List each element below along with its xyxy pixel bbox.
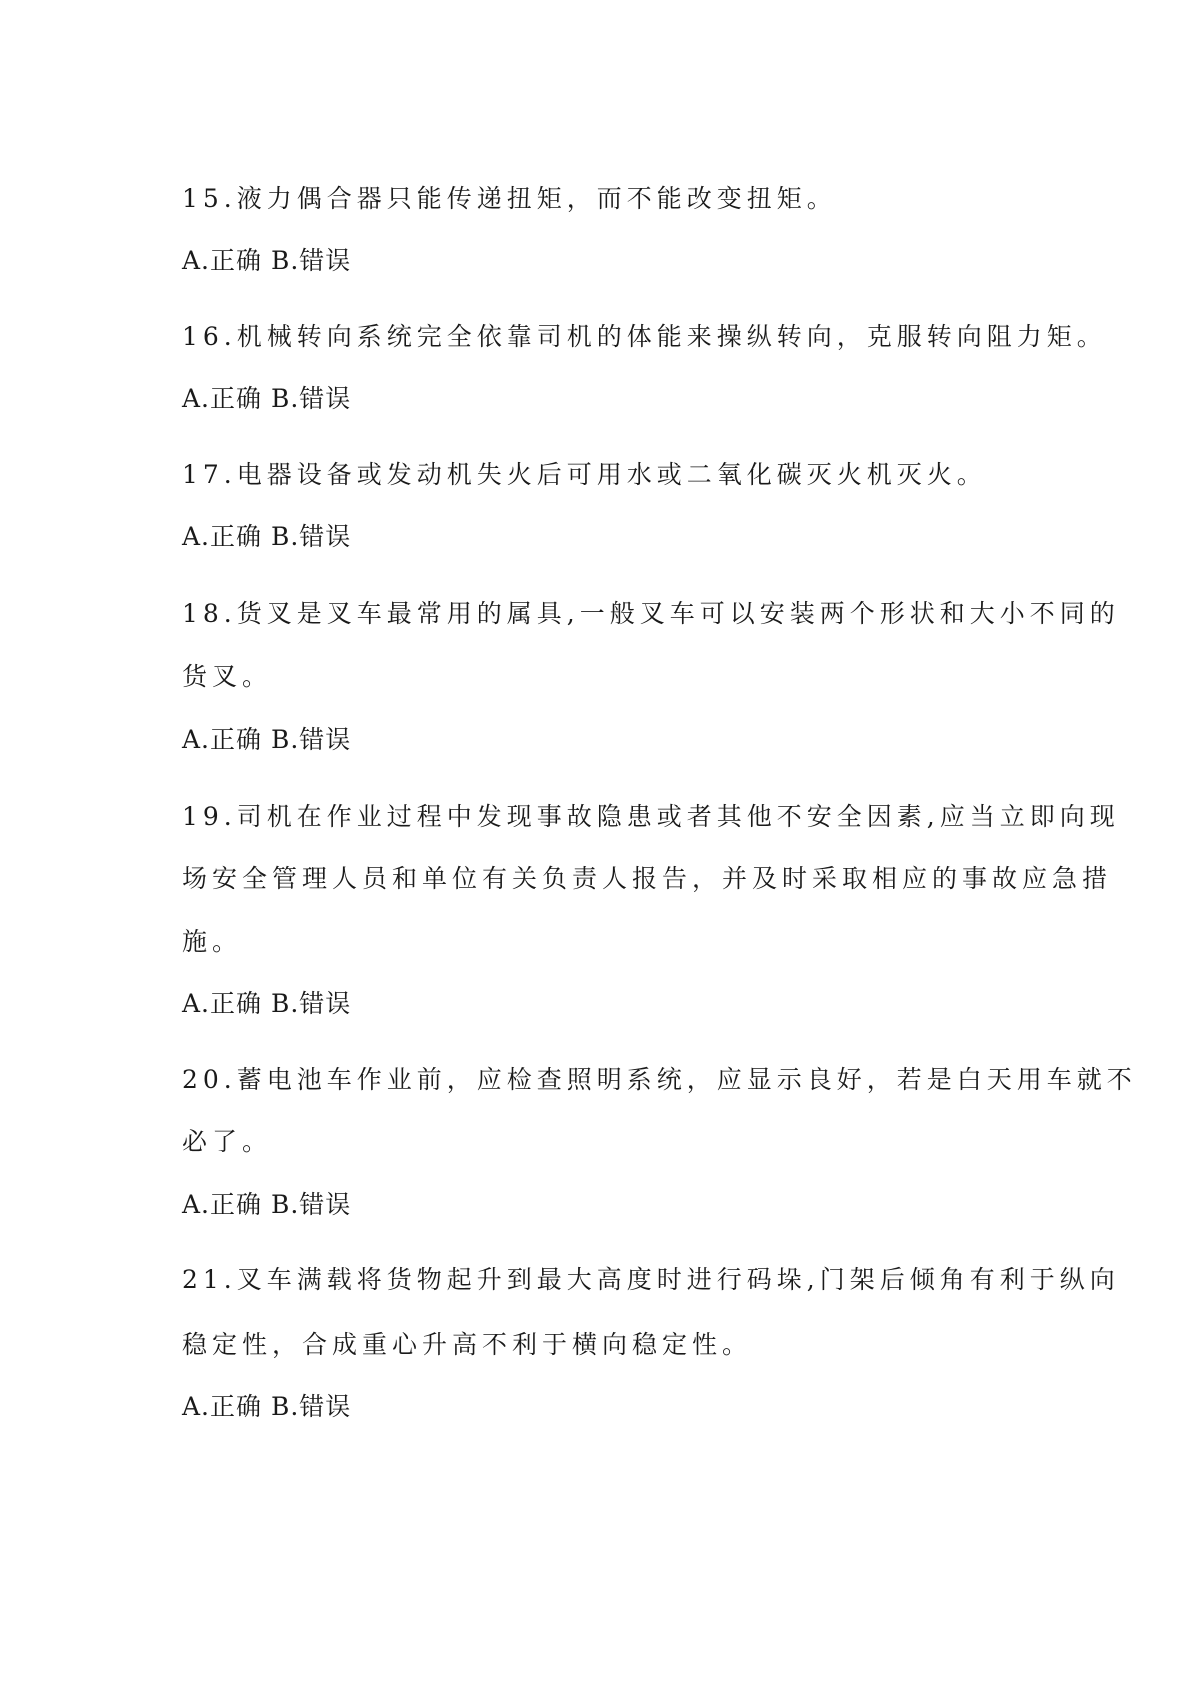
- question-18-text-line-2: 货叉。: [182, 662, 273, 691]
- question-19-text-line-3: 施。: [182, 927, 243, 956]
- question-17-options: A.正确 B.错误: [182, 522, 352, 551]
- question-21-text-line-1: 21.叉车满载将货物起升到最大高度时进行码垛,门架后倾角有利于纵向: [182, 1265, 1120, 1294]
- question-20-options: A.正确 B.错误: [182, 1190, 352, 1219]
- question-21-options: A.正确 B.错误: [182, 1392, 352, 1421]
- question-18-options: A.正确 B.错误: [182, 725, 352, 754]
- question-19-text-line-2: 场安全管理人员和单位有关负责人报告，并及时采取相应的事故应急措: [182, 864, 1113, 893]
- question-16-options: A.正确 B.错误: [182, 384, 352, 413]
- question-21-text-line-2: 稳定性，合成重心升高不利于横向稳定性。: [182, 1330, 753, 1359]
- question-15-options: A.正确 B.错误: [182, 246, 352, 275]
- question-16-text-line-1: 16.机械转向系统完全依靠司机的体能来操纵转向，克服转向阻力矩。: [182, 322, 1107, 351]
- question-20-text-line-2: 必了。: [182, 1127, 273, 1156]
- question-18-text-line-1: 18.货叉是叉车最常用的属具,一般叉车可以安装两个形状和大小不同的: [182, 599, 1120, 628]
- question-17-text-line-1: 17.电器设备或发动机失火后可用水或二氧化碳灭火机灭火。: [182, 460, 987, 489]
- question-15-text-line-1: 15.液力偶合器只能传递扭矩，而不能改变扭矩。: [182, 184, 837, 213]
- question-19-text-line-1: 19.司机在作业过程中发现事故隐患或者其他不安全因素,应当立即向现: [182, 802, 1120, 831]
- question-20-text-line-1: 20.蓄电池车作业前，应检查照明系统，应显示良好，若是白天用车就不: [182, 1065, 1137, 1094]
- question-19-options: A.正确 B.错误: [182, 989, 352, 1018]
